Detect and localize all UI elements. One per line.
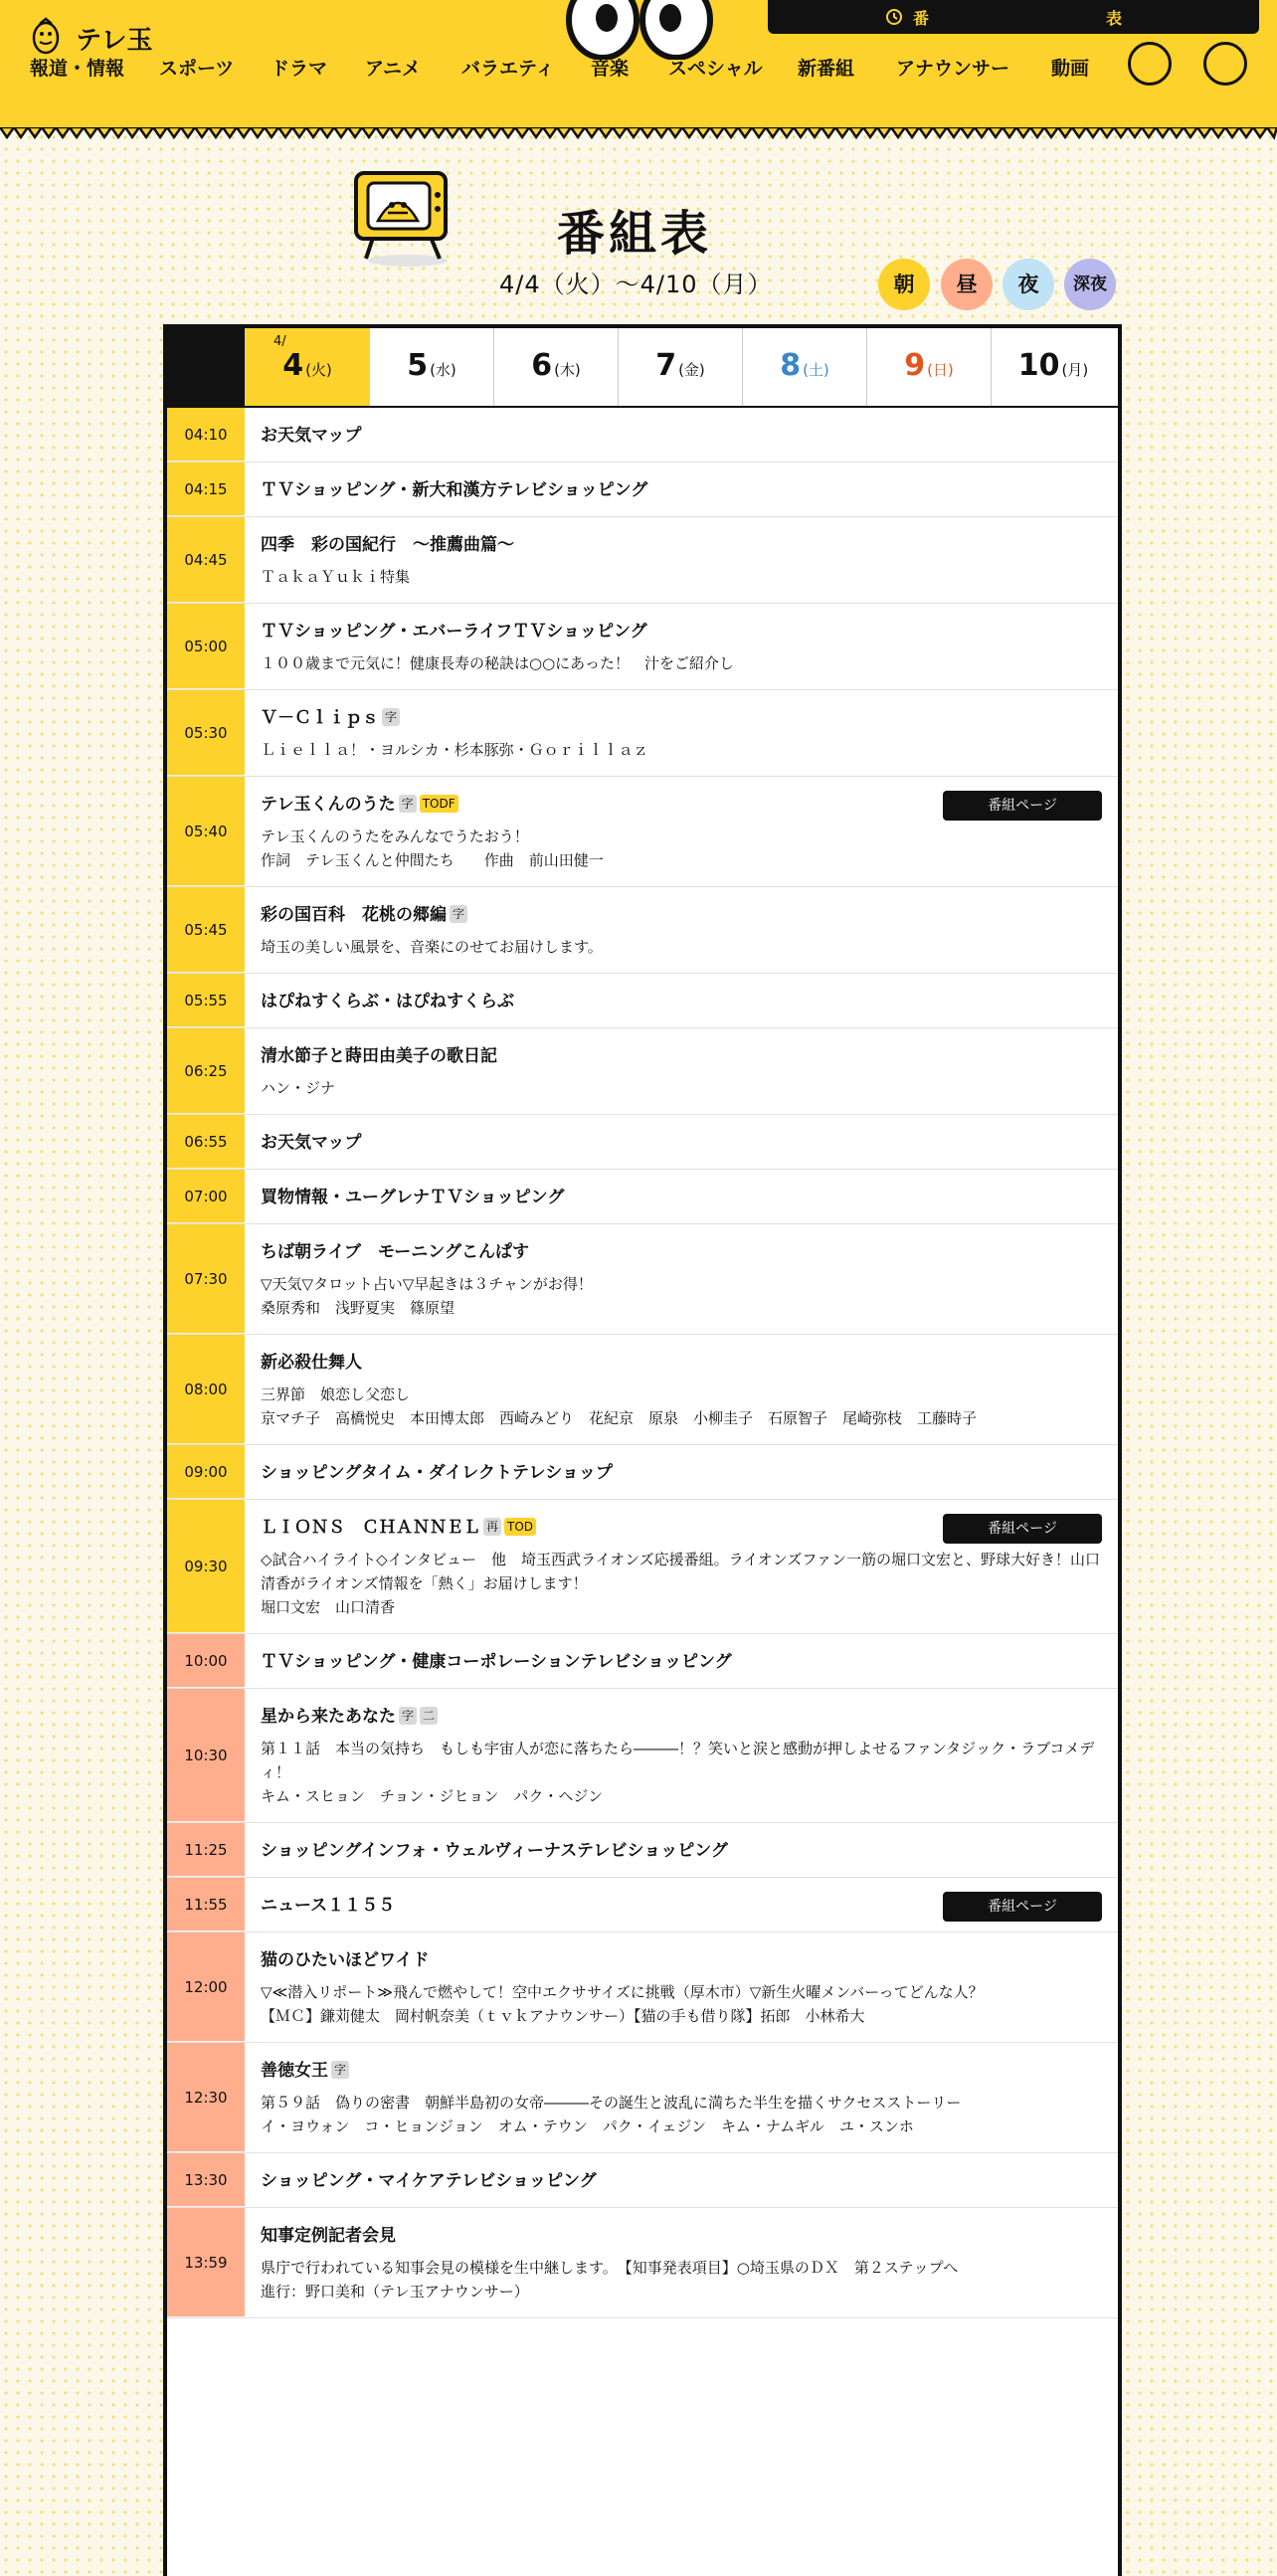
program-row[interactable] [167,1634,1118,1689]
program-title-line [261,990,1102,1013]
program-time: 11:25 [167,1823,245,1877]
program-badge: 字 [450,905,467,923]
program-row[interactable] [167,2208,1118,2318]
nav-variety[interactable]: バラエティ [461,58,555,80]
program-time: 04:45 [167,517,245,603]
day-tabs-corner [167,328,245,406]
program-content [245,1445,1118,1499]
day-weekday: (木) [554,361,581,379]
nav-news[interactable]: 報道・情報 [30,58,125,80]
program-row[interactable] [167,1500,1118,1634]
program-row[interactable] [167,1823,1118,1878]
program-title[interactable]: 新必殺仕舞人 [261,1353,362,1373]
program-row[interactable] [167,2043,1118,2153]
day-number: 7 [655,348,677,383]
program-title-line [261,478,1102,502]
day-tab[interactable] [369,328,493,406]
topbar-label-left: 番 [913,9,930,28]
program-description: 県庁で行われている知事会見の模様を生中継します。 【知事発表項目】○埼玉県のＤＸ 第２ステップへ 進行：野口美和（テレ玉アナウンサー） [261,2259,959,2300]
program-time: 09:00 [167,1445,245,1499]
program-page-button[interactable]: 番組ページ [943,1514,1102,1544]
day-tabs [167,328,1118,408]
program-title[interactable]: ＴＶショッピング・エバーライフＴＶショッピング [261,622,647,642]
program-time: 13:30 [167,2153,245,2207]
program-content [245,462,1118,516]
day-number: 6 [531,348,553,383]
program-title-line [261,1948,1102,1972]
program-row[interactable] [167,604,1118,690]
program-title[interactable]: ちば朝ライブ モーニングこんぱす [261,1242,529,1262]
program-description: ◇試合ハイライト◇インタビュー 他 埼玉西武ライオンズ応援番組。ライオンズファン一筋の堀口文宏と、野球大好き！山口清香がライオンズ情報を「熱く」お届けします！ 堀口文宏 山口清香 [261,1551,1101,1616]
program-time: 05:55 [167,974,245,1027]
program-badge: 字 [382,708,400,726]
program-title-line [261,1351,1102,1375]
program-row[interactable] [167,408,1118,462]
program-description: ▽天気▽タロット占い▽早起きは３チャンがお得！ 桑原秀和 浅野夏実 篠原望 [261,1275,593,1317]
program-content [245,1170,1118,1223]
program-row[interactable] [167,1689,1118,1823]
program-content [245,2153,1118,2207]
program-row[interactable] [167,1115,1118,1170]
program-page-button[interactable]: 番組ページ [943,791,1102,821]
program-title-line [261,1186,1102,1209]
program-title[interactable]: 四季 彩の国紀行 ～推薦曲篇～ [261,535,514,555]
day-number: 5 [407,348,429,383]
program-row[interactable] [167,974,1118,1028]
program-title-line [261,2169,1102,2193]
program-title[interactable]: お天気マップ [261,426,362,446]
program-content [245,1028,1118,1114]
day-number: 10 [1017,348,1060,383]
program-title-line [261,1461,1102,1485]
program-title[interactable]: ＴＶショッピング・健康コーポレーションテレビショッピング [261,1652,732,1672]
program-content [245,1335,1118,1444]
program-row[interactable] [167,887,1118,974]
program-content [245,517,1118,603]
program-title-line [261,706,1102,730]
program-description: ▽≪潜入リポート≫飛んで燃やして！空中エクササイズに挑戦（厚木市）▽新生火曜メンバーってどんな人？ 【ＭＣ】鎌苅健太 岡村帆奈美（ｔｖｋアナウンサー）【猫の手も借り隊】拓郎 小林希大 [261,1983,984,2025]
program-content [245,1932,1118,2042]
program-row[interactable] [167,517,1118,604]
program-content [245,2208,1118,2317]
day-weekday: (水) [430,361,456,379]
program-time: 05:30 [167,690,245,776]
program-badge: 字 [331,2061,349,2079]
day-tab[interactable] [245,328,369,406]
program-title-line [261,424,1102,448]
program-title-line [261,1240,1102,1264]
program-title-line [261,1705,1102,1729]
program-description: ハン・ジナ [261,1079,336,1097]
program-row[interactable] [167,1932,1118,2043]
program-content [245,1689,1118,1822]
program-time: 08:00 [167,1335,245,1444]
program-badge: 二 [420,1707,438,1725]
program-content [245,887,1118,973]
tod-label: 夜 [1017,273,1039,296]
program-title[interactable]: 善徳女王 [261,2061,328,2081]
program-time: 05:00 [167,604,245,689]
program-content [245,1634,1118,1688]
program-row[interactable] [167,1445,1118,1500]
program-title[interactable]: 猫のひたいほどワイド [261,1950,430,1970]
program-title[interactable]: ＬＩＯＮＳ ＣＨＡＮＮＥＬ [261,1518,480,1538]
program-time: 10:30 [167,1689,245,1822]
program-content [245,2043,1118,2152]
program-row[interactable] [167,777,1118,887]
program-description: １００歳まで元気に！健康長寿の秘訣は○○にあった！ 汁をご紹介し [261,654,735,672]
program-time: 11:55 [167,1878,245,1932]
program-description: テレ玉くんのうたをみんなでうたおう！ 作詞 テレ玉くんと仲間たち 作曲 前山田健一 [261,828,604,869]
day-weekday: (土) [803,361,829,379]
program-time: 05:40 [167,777,245,886]
logo-text[interactable]: テレ玉 [76,26,153,56]
nav-drama[interactable]: ドラマ [271,58,328,80]
program-title-line [261,620,1102,644]
program-content [245,1115,1118,1169]
program-badge: 再 [483,1518,501,1536]
program-badge: TODF [420,795,458,813]
program-title[interactable]: ショッピングタイム・ダイレクトテレショップ [261,1463,613,1483]
program-row[interactable] [167,1028,1118,1115]
program-description: 第１１話 本当の気持ち もしも宇宙人が恋に落ちたら―――！？笑いと涙と感動が押しよせるファンタジック・ラブコメディ！ キム・スヒョン チョン・ジヒョン パク・ヘジン [261,1740,1095,1805]
program-title[interactable]: ショッピングインフォ・ウェルヴィーナステレビショッピング [261,1841,728,1861]
site-header [0,0,1277,129]
day-tab[interactable] [742,328,866,406]
day-number: 4 [282,348,304,383]
nav-new-programs[interactable]: 新番組 [798,58,855,80]
topbar-label-right: 表 [1106,9,1123,28]
program-time: 07:30 [167,1224,245,1334]
program-title-line [261,2059,1102,2083]
program-content [245,690,1118,776]
program-title-line [261,1839,1102,1863]
tv-mascot-illustration-icon [348,165,457,275]
program-description: 三界節 娘恋し父恋し 京マチ子 高橋悦史 本田博太郎 西崎みどり 花紀京 原泉 小柳圭子 石原智子 尾崎弥枝 工藤時子 [261,1385,978,1427]
program-title[interactable]: はぴねすくらぶ・はぴねすくらぶ [261,992,514,1012]
program-description: Ｌｉｅｌｌａ！・ヨルシカ・杉本豚弥・Ｇｏｒｉｌｌａｚ [261,741,648,759]
program-title-line [261,2224,1102,2248]
tod-label: 朝 [893,273,915,296]
program-title[interactable]: 清水節子と蒔田由美子の歌日記 [261,1046,497,1066]
program-title[interactable]: 星から来たあなた [261,1707,396,1727]
day-tab[interactable] [618,328,742,406]
character-icon[interactable] [1203,42,1247,86]
day-weekday: (金) [678,361,705,379]
program-title-line [261,903,1102,927]
day-tab[interactable] [493,328,618,406]
time-of-day-morning-button[interactable] [878,259,930,310]
program-title[interactable]: 彩の国百科 花桃の郷編 [261,905,447,925]
time-of-day-noon-button[interactable] [941,259,993,310]
program-title[interactable]: 知事定例記者会見 [261,2226,396,2246]
header-zigzag-border [0,127,1277,145]
program-content [245,604,1118,689]
tv-mascot-icon[interactable] [1128,42,1172,86]
day-weekday: (月) [1061,361,1089,379]
program-badge: 字 [399,795,417,813]
day-weekday: (火) [305,361,332,379]
program-row[interactable] [167,1335,1118,1445]
program-title[interactable]: ショッピング・マイケアテレビショッピング [261,2171,597,2191]
day-number: 8 [780,348,802,383]
program-content [245,974,1118,1027]
time-of-day-late-night-button[interactable] [1064,259,1116,310]
program-badge: 字 [399,1707,417,1725]
nav-music[interactable]: 音楽 [591,58,630,80]
date-range: 4/4（火）〜4/10（月） [499,271,773,298]
mascot-eyes-icon [565,0,714,60]
program-content [245,1224,1118,1334]
program-row[interactable] [167,690,1118,777]
program-row[interactable] [167,2153,1118,2208]
program-description: 埼玉の美しい風景を、音楽にのせてお届けします。 [261,938,603,956]
program-title[interactable]: ＴＶショッピング・新大和漢方テレビショッピング [261,480,648,500]
program-row[interactable] [167,1878,1118,1932]
program-badge: TOD [504,1518,536,1536]
program-content [245,1823,1118,1877]
program-row[interactable] [167,462,1118,517]
program-page-button[interactable]: 番組ページ [943,1892,1102,1922]
program-title[interactable]: Ｖ－Ｃｌｉｐｓ [261,708,379,728]
nav-sports[interactable]: スポーツ [159,58,235,80]
clock-icon [885,8,903,26]
program-row[interactable] [167,1170,1118,1224]
program-time: 06:25 [167,1028,245,1114]
program-time: 10:00 [167,1634,245,1688]
program-title[interactable]: テレ玉くんのうた [261,795,396,815]
program-time: 13:59 [167,2208,245,2317]
program-title-line [261,1044,1102,1068]
program-row[interactable] [167,1224,1118,1335]
program-time: 12:00 [167,1932,245,2042]
program-time: 06:55 [167,1115,245,1169]
program-time: 04:15 [167,462,245,516]
program-title[interactable]: 買物情報・ユーグレナＴＶショッピング [261,1188,565,1207]
program-time: 05:45 [167,887,245,973]
program-time: 04:10 [167,408,245,461]
program-list [167,408,1118,2318]
program-description: 第５９話 偽りの密書 朝鮮半島初の女帝―――その誕生と波乱に満ちた半生を描くサクセスストーリー イ・ヨウォン コ・ヒョンジョン オム・テウン パク・イェジン キム・ナムギル ユ・スンホ [261,2094,962,2135]
day-tab[interactable] [866,328,991,406]
nav-anime[interactable]: アニメ [365,58,422,80]
program-title[interactable]: お天気マップ [261,1133,362,1153]
day-tab[interactable] [991,328,1115,406]
day-weekday: (日) [927,361,954,379]
program-description: ＴａｋａＹｕｋｉ特集 [261,568,411,586]
program-time: 12:30 [167,2043,245,2152]
nav-video[interactable]: 動画 [1051,58,1090,80]
program-schedule [163,324,1122,2576]
program-title-line [261,533,1102,557]
program-time: 07:00 [167,1170,245,1223]
program-title-line [261,1131,1102,1155]
time-of-day-night-button[interactable] [1003,259,1054,310]
program-time: 09:30 [167,1500,245,1633]
program-title-line [261,1650,1102,1674]
page-title: 番組表 [557,206,713,262]
day-month: 4/ [274,334,286,349]
top-schedule-bar[interactable] [768,0,1259,34]
nav-announcers[interactable]: アナウンサー [896,58,1010,80]
nav-special[interactable]: スペシャル [668,58,763,80]
program-title[interactable]: ニュース１１５５ [261,1896,396,1916]
tod-label: 深夜 [1073,275,1107,294]
tod-label: 昼 [956,273,978,296]
day-number: 9 [904,348,926,383]
program-content [245,408,1118,461]
